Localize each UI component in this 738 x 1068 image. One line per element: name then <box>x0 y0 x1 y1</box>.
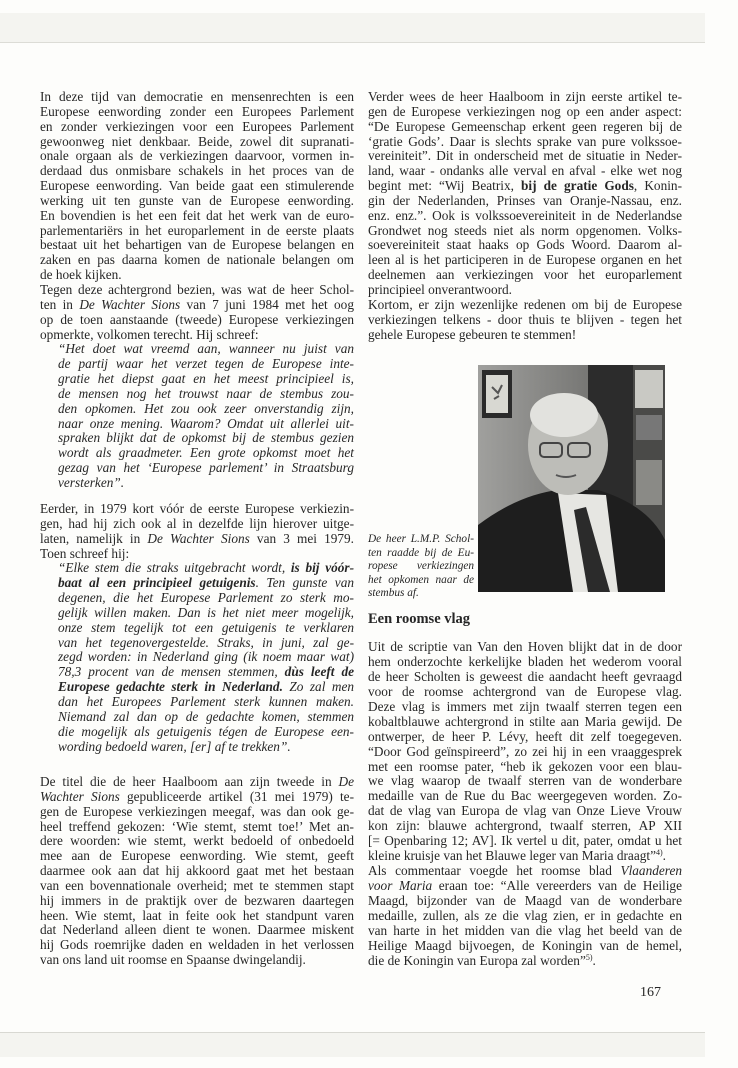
page-number: 167 <box>640 985 661 1000</box>
text-line: hij immers in de praktijk over de bezwaren daartegen <box>40 892 354 908</box>
text-line: gratie het diepst gaat en het meest principieel is, <box>58 371 354 387</box>
text-line: Uit de scriptie van Van den Hoven blijkt dat in de door <box>368 639 682 654</box>
text-line: gezag van het ‘Europese parlement’ in Straatsburg <box>58 460 354 476</box>
text-line: wordt als graadmeter. Een grote opkomst moet het <box>58 445 354 461</box>
left-column-block-1 <box>40 90 354 491</box>
text-line: “Het doet wat vreemd aan, wanneer nu juist van <box>58 341 354 357</box>
text-span: ten in <box>40 296 80 312</box>
italic-text: Wachter Sions <box>40 788 120 804</box>
text-line: Deze vlag is immers met zijn twaalf sterren tegen een <box>368 698 682 714</box>
text-line: En bovendien is het een feit dat het werk van de euro- <box>40 207 354 223</box>
text-line: van harte in het midden van die vlag het beeld van de <box>368 922 682 938</box>
text-line: principieel onverantwoord. <box>368 281 512 297</box>
text-span: Zo zal men <box>282 679 355 695</box>
portrait-photo <box>478 365 665 592</box>
text-line: “De Europese Gemeenschap erkent geen regeren bij de <box>368 118 682 134</box>
text-line: verkiezingen telkens - door thuis te blijven - tegen het <box>368 311 682 327</box>
text-line <box>40 532 354 547</box>
text-line: zegd worden: in Nederland ging (ik noem maar wat) <box>58 649 354 665</box>
italic-text: Vlaanderen <box>620 863 682 879</box>
text-line: gen de Europese verkiezingen nog op een ander aspect: <box>368 103 682 119</box>
text-line: ‘gratie Gods’. Daar is slechts sprake van pure volkssoe- <box>368 133 682 149</box>
text-line: medaille, zullen, als ze die vlag zien, er in gedachte en <box>368 907 682 923</box>
scan-bottom-edge <box>0 1032 705 1057</box>
text-line: ropese verkiezingen <box>368 560 474 573</box>
text-line <box>58 665 354 680</box>
text-line: gelijk willen maken. Dan is het niet meer mogelijk, <box>58 604 354 620</box>
text-line: van een bovennationale overheid; met te stemmen stapt <box>40 877 354 893</box>
bold-text: bij de gratie Gods <box>521 178 634 194</box>
text-line: dan het Europees Parlement sterk kunnen maken. <box>58 693 354 709</box>
text-line: Niemand zal dan op de gedachte komen, stemmen <box>58 708 354 724</box>
text-span: . Ten gunste van <box>255 575 354 591</box>
text-line: die mogelijk als getuigenis tégen de Europese een- <box>58 723 354 739</box>
text-line: van ons land uit roomse en Spaanse dwingelandij. <box>40 952 306 968</box>
text-line <box>40 775 354 790</box>
text-line: dat de vlag van Europa de vlag van Onze Lieve Vrouw <box>368 803 682 819</box>
text-line: de heer Scholten is geweest die aandacht heeft gevraagd <box>368 668 682 684</box>
text-line: land, waar - ondanks alle verval en afval - elke wet nog <box>368 163 682 179</box>
text-line: den opkomen. Het zou ook zeer onverstandig zijn, <box>58 400 354 416</box>
text-span: die de Koningin van Europa zal worden” <box>368 952 586 968</box>
text-line: daarmee ook aan dat hij akkoord gaat met het bestaan <box>40 863 354 879</box>
text-line: zaken en pas daarna komen de nationale belangen om <box>40 252 354 268</box>
text-line <box>368 954 682 969</box>
text-span: gepubliceerde artikel (31 mei 1979) te- <box>119 788 355 804</box>
text-line: Maagd, bijzonder van de Maagd van de wonderbare <box>368 892 682 908</box>
italic-text: De Wachter Sions <box>79 296 181 312</box>
text-span: eraan toe: “Alle vereerders van de Heilige <box>432 878 682 893</box>
text-line: gehele Europese gebeuren te stemmen! <box>368 326 577 342</box>
text-line <box>58 576 354 591</box>
text-line: op de toen aanstaande (tweede) Europese verkiezingen <box>40 311 354 327</box>
text-line: soevereiniteit staat haaks op Gods Woord. Daarom al- <box>368 237 682 253</box>
text-span: 78,3 procent van de mensen stemmen, <box>58 664 285 680</box>
text-line: parlementariërs in het europarlement in de eerste plaats <box>40 222 354 238</box>
italic-text: De Wachter Sions <box>147 530 250 546</box>
bold-text: baat al een principieel getuigenis <box>58 575 256 591</box>
paragraph <box>368 298 682 343</box>
text-line: Toen schreef hij: <box>40 545 130 561</box>
text-line <box>368 879 682 894</box>
text-line: bestaat uit het behartigen van de Europese belangen en <box>40 237 354 253</box>
text-span: van 3 mei 1979. <box>249 530 354 546</box>
paragraph <box>40 775 354 968</box>
text-span: , Konin- <box>633 178 682 194</box>
text-span: laten, namelijk in <box>40 530 148 546</box>
right-column-block-1 <box>368 90 682 342</box>
text-line: de partij waar het verzet tegen de Europese inte- <box>58 356 354 372</box>
text-line: hem onderzochte kerkelijke bladen het wederom vooral <box>368 653 682 669</box>
text-line: In deze tijd van democratie en mensenrechten is een <box>40 89 354 104</box>
text-line: “Door God geïnspireerd”, zo zei hij in een vraaggesprek <box>368 743 682 759</box>
text-span: “Elke stem die straks uitgebracht wordt, <box>58 560 291 576</box>
text-line: Verder wees de heer Haalboom in zijn eerste artikel te- <box>368 89 682 104</box>
bold-text: is bij vóór- <box>290 560 354 576</box>
text-line: met een roomse pater, “heb ik gekozen voor een blau- <box>368 758 682 774</box>
caption-text <box>368 533 474 601</box>
bold-text: dùs leeft de <box>284 664 354 680</box>
text-line: hij Gods roemrijke daden en weldaden in het verlossen <box>40 937 354 953</box>
text-line: ten raadde bij de Eu- <box>368 546 474 559</box>
text-line: Eerder, in 1979 kort vóór de eerste Europese verkiezin- <box>40 501 354 516</box>
text-span: van 7 juni 1984 met het oog <box>180 296 354 312</box>
text-line: het opkomen naar de <box>368 573 474 586</box>
text-line: Kortom, er zijn wezenlijke redenen om bij de Europese <box>368 296 682 312</box>
text-line: kon zijn: blauwe achtergrond, twaalf sterren, AP XII <box>368 818 682 834</box>
text-line: gen de Europese verkiezingen meegaf, was dan ook ge- <box>40 803 354 819</box>
text-line: naar onze mening. Waarom? Omdat uit allerlei uit- <box>58 415 354 431</box>
text-line: Grondwet nog steeds niet als norm opgenomen. Volks- <box>368 222 682 238</box>
text-line: heen. Wie stemt, laat in feite ook het standpunt varen <box>40 907 354 923</box>
text-line: spraken blijkt dat de opkomst bij de stembus gezien <box>58 430 354 446</box>
text-line: deelnemen aan verkiezingen voor het europarlement <box>368 267 682 283</box>
section-heading: Een roomse vlag <box>368 611 471 627</box>
text-line: leen al is het participeren in de Europese organen en het <box>368 252 682 268</box>
text-line: we vlag waarop de twaalf sterren van de wonderbare <box>368 773 682 789</box>
left-column-block-2 <box>40 502 354 754</box>
text-span: begint met: “Wij Beatrix, <box>368 178 522 194</box>
left-column-block-3 <box>40 775 354 968</box>
text-line: dere woorden: wie stemt, werkt bedoeld of onbedoeld <box>40 833 354 849</box>
text-line: stembus af. <box>368 587 419 600</box>
text-line: werking uit ten gunste van de Europese eenwording. <box>40 192 354 208</box>
text-line <box>58 561 354 576</box>
text-line <box>368 864 682 879</box>
paragraph <box>368 864 682 969</box>
paragraph <box>40 502 354 561</box>
italic-text: voor Maria <box>368 878 433 893</box>
block-quote <box>40 342 354 490</box>
text-line: onze stem tegelijk tot een getuigenis te verklaren <box>58 619 354 635</box>
text-line: de hoek kijken. <box>40 267 122 283</box>
text-line <box>40 298 354 313</box>
text-line: De heer L.M.P. Schol- <box>368 533 474 545</box>
text-span: kleine kruisje van het Blauwe leger van Maria draagt” <box>368 848 656 864</box>
text-line: wording bedoeld waren, [er] af te trekken”. <box>58 738 291 754</box>
text-line: onale orgaan als de verkiezingen daarvoor, vormen in- <box>40 148 354 164</box>
text-line: de mensen nog het trouwst naar de stembus zou- <box>58 385 354 401</box>
paragraph <box>40 90 354 283</box>
text-line <box>368 849 682 864</box>
text-line: medaille van de Rue du Bac weergegeven worden. Zo- <box>368 788 682 804</box>
text-line: gin der Nederlanden, Prinses van Oranje-Nassau, enz. <box>368 192 682 208</box>
text-line <box>40 790 354 805</box>
paragraph <box>368 90 682 298</box>
text-line <box>58 680 354 695</box>
text-line: Europese eenwording zonder een Europees Parlement <box>40 103 354 119</box>
text-line: enz. enz.”. Ook is volkssoevereiniteit in de Nederlandse <box>368 207 682 223</box>
text-line: gen, had hij zich ook al in dezelfde lijn hierover uitge- <box>40 515 354 531</box>
text-span: . <box>592 952 596 968</box>
text-line: opmerkte, volkomen terecht. Hij schreef: <box>40 326 259 342</box>
text-line: derdaad dus onmisbare schakels in het proces van de <box>40 163 354 179</box>
footnote-ref: 5) <box>585 952 593 962</box>
text-line: van het tegenovergestelde. Straks, in juni, zal ge- <box>58 634 354 650</box>
text-line: voor de roomse achtergrond van de Europese vlag. <box>368 683 682 699</box>
footnote-ref: 4) <box>655 848 663 858</box>
text-line: Heilige Maagd bijvoegen, de Koningin van de hemel, <box>368 937 682 953</box>
text-span: . <box>662 848 666 864</box>
text-line: [= Openbaring 12; AV]. Ik vertel u dit, pater, omdat u het <box>368 833 682 849</box>
text-line: kobaltblauwe achtergrond in stilte aan Maria gewijd. De <box>368 713 682 729</box>
paragraph <box>368 640 682 864</box>
right-column-block-2 <box>368 640 682 969</box>
text-line: versterken”. <box>58 474 125 490</box>
text-span: De titel die de heer Haalboom aan zijn tweede in <box>40 774 339 789</box>
photo-caption <box>368 533 474 601</box>
text-line: degenen, die het Europese Parlement zo sterk mo- <box>58 590 354 606</box>
text-line: ontwerper, de heer P. Lévy, heeft dit zelf toegegeven. <box>368 728 682 744</box>
text-line: en zonder verkiezingen voor een Europees Parlement <box>40 118 354 134</box>
text-line: dat Nederland alleen dient te wonen. Daarmee miskent <box>40 922 354 938</box>
bold-text: Europese gedachte sterk in Nederland. <box>58 679 283 695</box>
block-quote <box>40 561 354 754</box>
italic-text: De <box>338 774 354 789</box>
text-line: Europese eenwording. Van beide gaat een stimulerende <box>40 178 354 194</box>
paragraph <box>40 283 354 342</box>
scan-top-edge <box>0 13 705 43</box>
text-span: Als commentaar voegde het roomse blad <box>368 863 621 879</box>
text-line: vereiniteit”. Dit in onderscheid met de situatie in Neder- <box>368 148 682 164</box>
text-line: heel treffend gekozen: ‘Wie stemt, stemt toe!’ Met an- <box>40 818 354 834</box>
text-line: mee aan de Europese eenwording. Wie stemt, geeft <box>40 848 354 864</box>
text-line: gewoonweg niet denkbaar. Beide, zowel dit supranati- <box>40 133 354 149</box>
text-line <box>368 179 682 194</box>
text-line: Tegen deze achtergrond bezien, was wat de heer Schol- <box>40 281 354 297</box>
